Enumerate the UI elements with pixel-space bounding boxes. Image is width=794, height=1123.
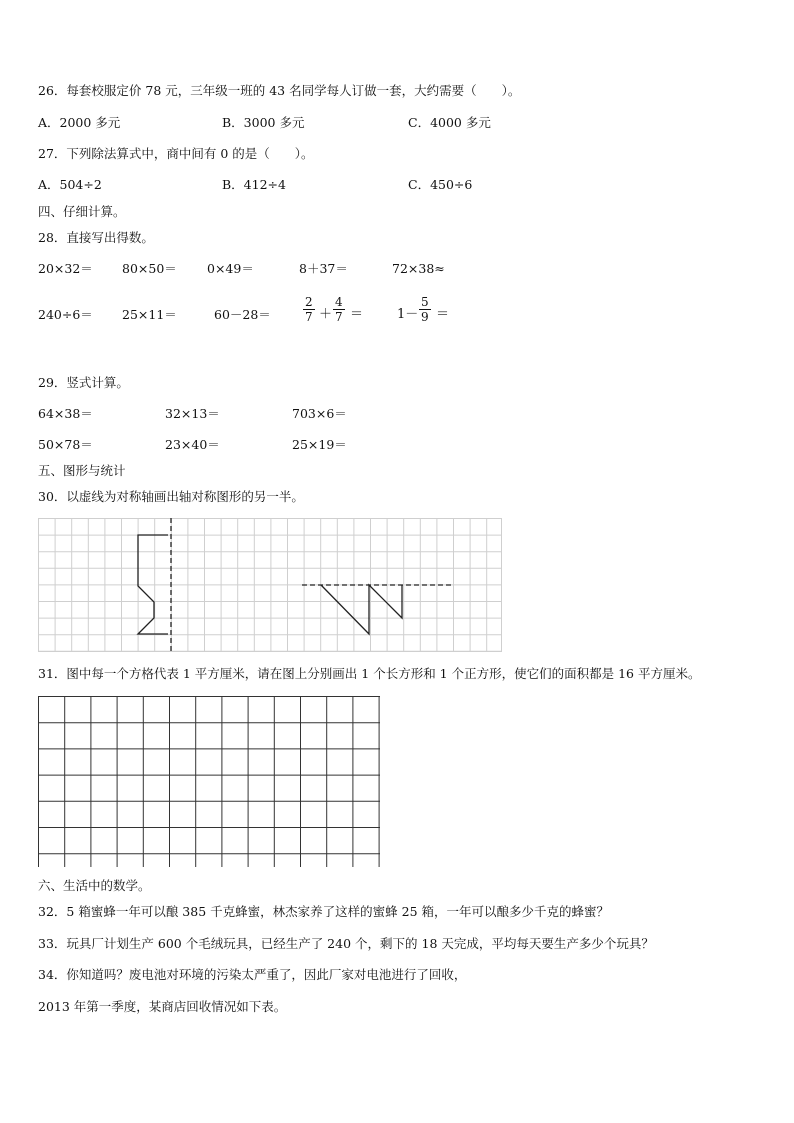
q27-option-a[interactable]: A．504÷2	[38, 177, 102, 192]
q28-expr: 240÷6＝	[38, 307, 93, 322]
fraction-2-7	[303, 295, 315, 324]
q30-stem: 30．以虚线为对称轴画出轴对称图形的另一半。	[38, 489, 304, 504]
fraction-numerator: 2	[305, 295, 313, 309]
q26-option-b[interactable]: B．3000 多元	[222, 115, 305, 130]
q29-expr: 23×40＝	[165, 437, 220, 452]
q27-option-b[interactable]: B．412÷4	[222, 177, 286, 192]
fraction-denominator: 9	[421, 310, 429, 324]
q27-option-c[interactable]: C．450÷6	[408, 177, 473, 192]
q26-stem: 26．每套校服定价 78 元，三年级一班的 43 名同学每人订做一套，大约需要（ ）。	[38, 83, 521, 98]
q28-expr: 25×11＝	[122, 307, 177, 322]
q27-stem: 27．下列除法算式中，商中间有 0 的是（ ）。	[38, 146, 314, 161]
q32-stem: 32．5 箱蜜蜂一年可以酿 385 千克蜂蜜，林杰家养了这样的蜜蜂 25 箱，一年可以酿多少千克的蜂蜜？	[38, 904, 609, 919]
symmetry-grid[interactable]	[38, 518, 502, 652]
fraction-numerator: 5	[421, 295, 429, 309]
q29-stem: 29．竖式计算。	[38, 375, 129, 390]
q29-expr: 64×38＝	[38, 406, 93, 421]
fraction-5-9	[419, 295, 431, 324]
q26-option-c[interactable]: C．4000 多元	[408, 115, 491, 130]
q28-expr: 20×32＝	[38, 261, 93, 276]
section-6-heading: 六、生活中的数学。	[38, 878, 151, 893]
q33-stem: 33．玩具厂计划生产 600 个毛绒玩具，已经生产了 240 个，剩下的 18 天完成，平均每天要生产多少个玩具？	[38, 936, 654, 951]
q28-expr: 8＋37＝	[299, 261, 348, 276]
q34-stem: 34．你知道吗？废电池对环境的污染太严重了，因此厂家对电池进行了回收，	[38, 967, 467, 982]
section-5-heading: 五、图形与统计	[38, 463, 126, 478]
q29-expr: 25×19＝	[292, 437, 347, 452]
fraction-numerator: 4	[335, 295, 343, 309]
half-figure-right	[321, 585, 402, 634]
q26-option-a[interactable]: A．2000 多元	[38, 115, 121, 130]
equals-sign: ＝	[350, 307, 364, 322]
q29-expr: 50×78＝	[38, 437, 93, 452]
q28-expr: 80×50＝	[122, 261, 177, 276]
q28-stem: 28．直接写出得数。	[38, 230, 154, 245]
fraction-4-7	[333, 295, 345, 324]
fraction-denominator: 7	[305, 310, 313, 324]
q28-expr: 72×38≈	[392, 261, 445, 276]
area-grid[interactable]	[38, 696, 382, 868]
q31-stem: 31．图中每一个方格代表 1 平方厘米，请在图上分别画出 1 个长方形和 1 个正方形，使它们的面积都是 16 平方厘米。	[38, 666, 701, 681]
one-minus: 1－	[397, 307, 419, 322]
equals-sign: ＝	[436, 307, 450, 322]
section-4-heading: 四、仔细计算。	[38, 204, 126, 219]
q29-expr: 703×6＝	[292, 406, 347, 421]
fraction-denominator: 7	[335, 310, 343, 324]
q28-expr: 60－28＝	[214, 307, 271, 322]
q28-expr: 0×49＝	[207, 261, 254, 276]
plus-sign: ＋	[319, 307, 333, 322]
q34-line2: 2013 年第一季度，某商店回收情况如下表。	[38, 999, 287, 1014]
q29-expr: 32×13＝	[165, 406, 220, 421]
